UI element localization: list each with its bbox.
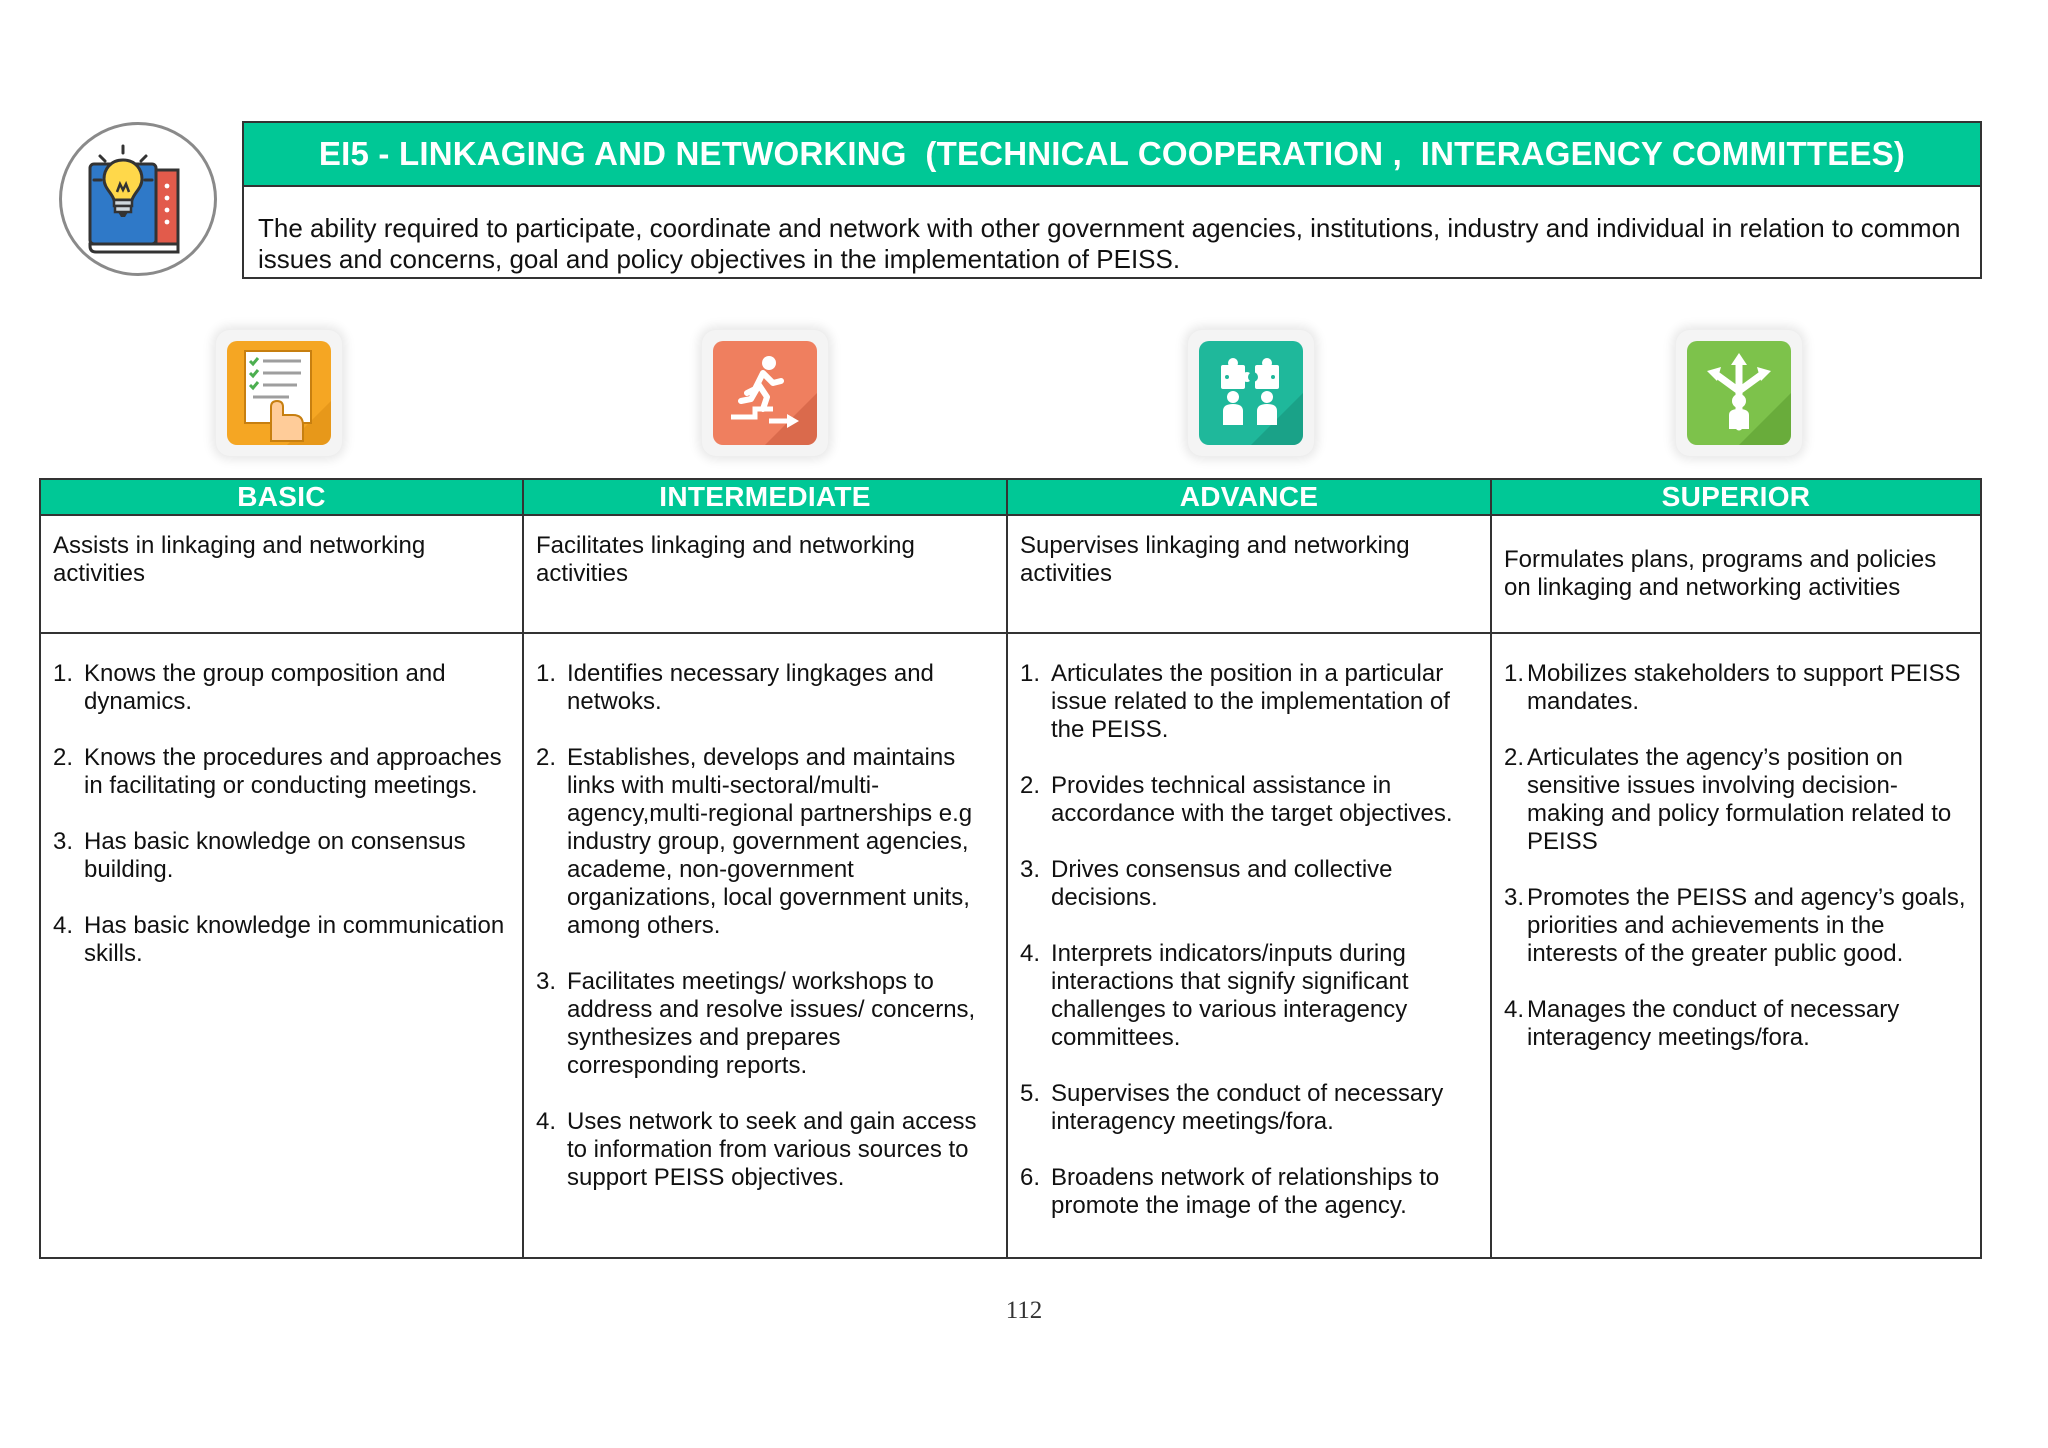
- list-item: [1020, 660, 1480, 744]
- list-item: [1020, 940, 1480, 1052]
- list-item: [53, 744, 512, 800]
- list-item: [1504, 996, 1970, 1052]
- item-text: Establishes, develops and maintains links with multi-sectoral/multi-agency,multi-regional partnerships e.g industry group, government agencies, academe, non-government organizations, local government units, among others.: [567, 744, 973, 939]
- items-basic: [41, 634, 524, 1257]
- list-item: [536, 660, 996, 716]
- item-number: 1.: [53, 660, 74, 687]
- item-text: Broadens network of relationships to promote the image of the agency.: [1051, 1164, 1440, 1219]
- item-number: 2.: [53, 744, 74, 771]
- competency-description: The ability required to participate, coordinate and network with other government agencies, institutions, industry and individual in relation to common issues and concerns, goal and policy objectives in the implementation of PEISS.: [258, 213, 1961, 274]
- item-number: 1.: [1504, 660, 1525, 687]
- list-item: [1020, 1080, 1480, 1136]
- list-item: [1020, 1164, 1480, 1220]
- item-text: Articulates the position in a particular issue related to the implementation of the PEISS.: [1051, 660, 1450, 743]
- list-item: [536, 744, 996, 940]
- summary-superior: [1492, 516, 1980, 634]
- item-text: Manages the conduct of necessary interagency meetings/fora.: [1527, 996, 1900, 1051]
- summary-superior-text: Formulates plans, programs and policies on linkaging and networking activities: [1504, 546, 1937, 601]
- list-item: [53, 828, 512, 884]
- summary-advance: Supervises linkaging and networking activities: [1008, 516, 1492, 634]
- competency-header: [242, 121, 1982, 279]
- item-number: 3.: [1504, 884, 1525, 911]
- item-text: Promotes the PEISS and agency’s goals, priorities and achievements in the interests of the greater public good.: [1527, 884, 1966, 967]
- item-number: 2.: [536, 744, 557, 771]
- items-advance: [1008, 634, 1492, 1257]
- list-item: [53, 912, 512, 968]
- item-text: Articulates the agency’s position on sensitive issues involving decision-making and policy formulation related to PEISS: [1527, 744, 1952, 855]
- item-number: 1.: [1020, 660, 1041, 687]
- lightbulb-book-icon: [59, 122, 217, 276]
- item-text: Interprets indicators/inputs during interactions that signify significant challenges to various interagency committees.: [1051, 940, 1409, 1051]
- item-text: Knows the group composition and dynamics.: [84, 660, 446, 715]
- item-number: 3.: [53, 828, 74, 855]
- item-number: 6.: [1020, 1164, 1041, 1191]
- list-item: [1020, 772, 1480, 828]
- item-text: Drives consensus and collective decisions.: [1051, 856, 1393, 911]
- running-stairs-icon: [702, 330, 828, 456]
- list-item: [536, 968, 996, 1080]
- items-intermediate: [524, 634, 1008, 1257]
- summary-intermediate: Facilitates linkaging and networking activities: [524, 516, 1008, 634]
- item-text: Uses network to seek and gain access to information from various sources to support PEISS objectives.: [567, 1108, 977, 1191]
- list-item: [1504, 660, 1970, 716]
- item-text: Mobilizes stakeholders to support PEISS mandates.: [1527, 660, 1961, 715]
- item-number: 5.: [1020, 1080, 1041, 1107]
- item-number: 2.: [1504, 744, 1525, 771]
- list-item: [1504, 884, 1970, 968]
- item-number: 2.: [1020, 772, 1041, 799]
- item-number: 4.: [1504, 996, 1525, 1023]
- item-text: Identifies necessary lingkages and netwoks.: [567, 660, 934, 715]
- item-text: Has basic knowledge in communication skills.: [84, 912, 505, 967]
- list-item: [1020, 856, 1480, 912]
- column-header-intermediate: INTERMEDIATE: [524, 480, 1008, 516]
- checklist-hand-icon: [216, 330, 342, 456]
- item-number: 4.: [53, 912, 74, 939]
- item-number: 1.: [536, 660, 557, 687]
- item-text: Facilitates meetings/ workshops to address and resolve issues/ concerns, synthesizes and prepares corresponding reports.: [567, 968, 976, 1079]
- crossroads-person-icon: [1676, 330, 1802, 456]
- items-superior: [1492, 634, 1980, 1257]
- list-item: [53, 660, 512, 716]
- list-item: [1504, 744, 1970, 856]
- summary-basic: Assists in linkaging and networking activities: [41, 516, 524, 634]
- column-header-superior: SUPERIOR: [1492, 480, 1980, 516]
- page-number: 112: [1005, 1297, 1043, 1324]
- competency-title: EI5 - LINKAGING AND NETWORKING (TECHNICAL COOPERATION , INTERAGENCY COMMITTEES): [244, 123, 1980, 187]
- item-number: 3.: [1020, 856, 1041, 883]
- item-text: Knows the procedures and approaches in facilitating or conducting meetings.: [84, 744, 502, 799]
- column-header-basic: BASIC: [41, 480, 524, 516]
- list-item: [536, 1108, 996, 1192]
- item-number: 3.: [536, 968, 557, 995]
- item-text: Has basic knowledge on consensus building.: [84, 828, 466, 883]
- competency-table: [39, 478, 1982, 1259]
- item-number: 4.: [536, 1108, 557, 1135]
- item-number: 4.: [1020, 940, 1041, 967]
- item-text: Supervises the conduct of necessary interagency meetings/fora.: [1051, 1080, 1444, 1135]
- column-header-advance: ADVANCE: [1008, 480, 1492, 516]
- puzzle-people-icon: [1188, 330, 1314, 456]
- item-text: Provides technical assistance in accordance with the target objectives.: [1051, 772, 1453, 827]
